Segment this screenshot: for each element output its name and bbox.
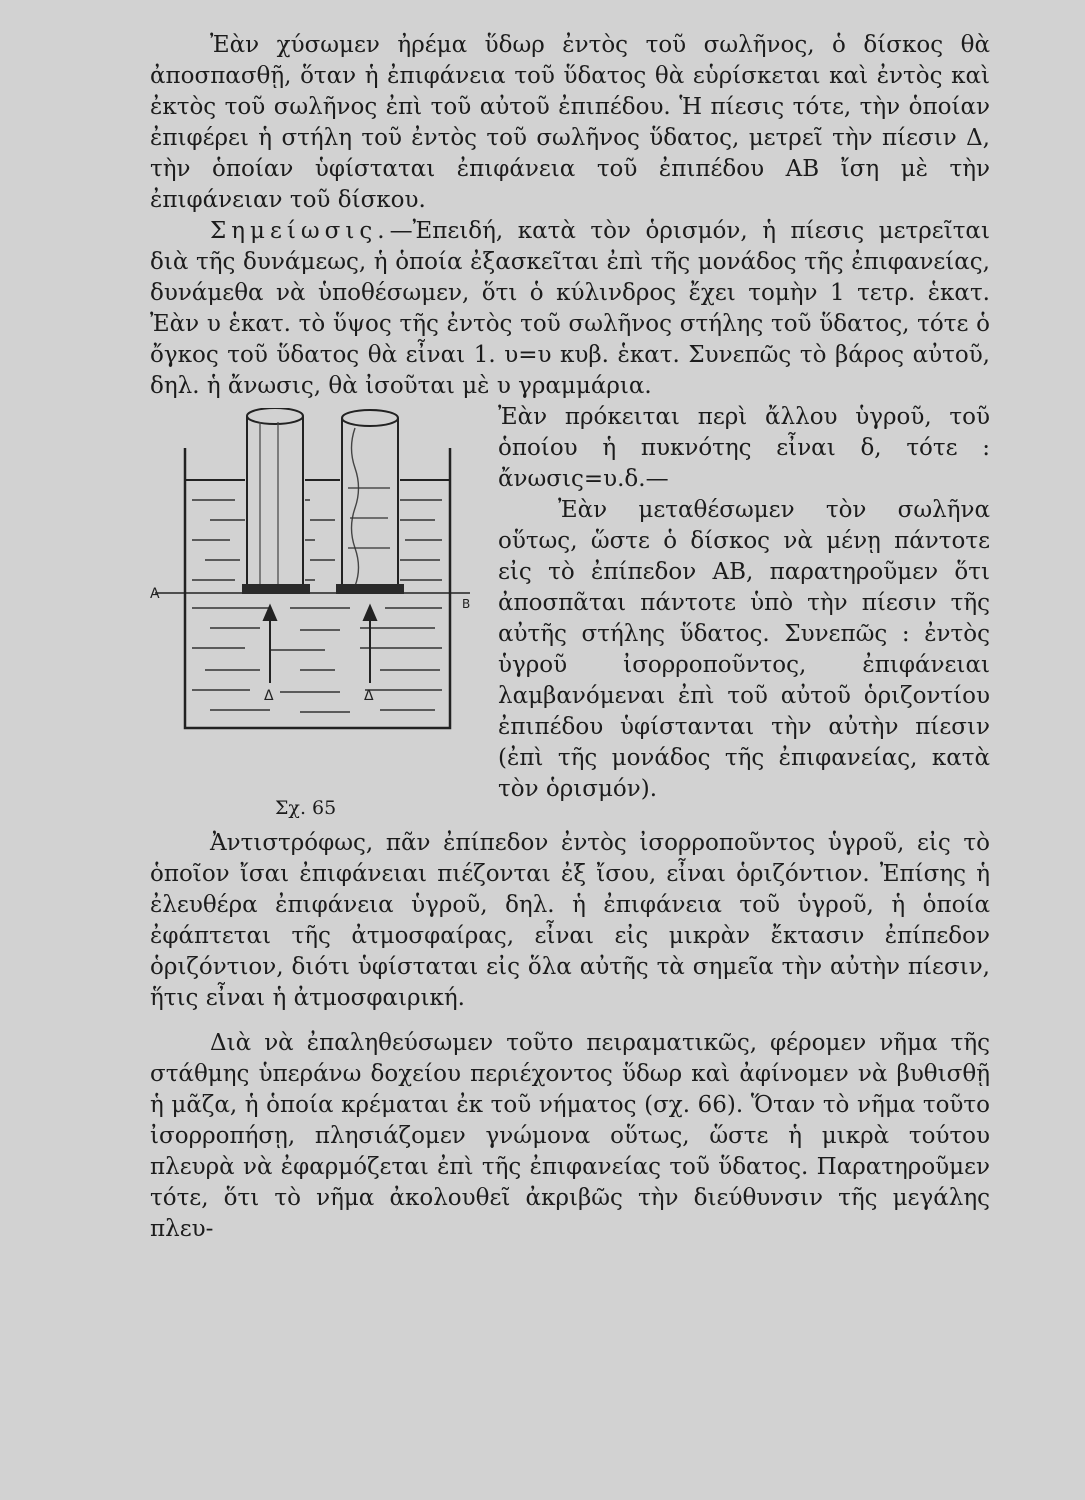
note-label: Σημείωσις.	[210, 218, 390, 244]
left-tube-top	[247, 408, 303, 424]
figure-drawing	[150, 408, 480, 828]
paragraph-5: Διὰ νὰ ἐπαληθεύσωμεν τοῦτο πειραματικῶς, φέρομεν νῆμα τῆς στάθμης ὑπεράνω δοχείου περιέχοντος ὕδωρ καὶ ἀφίνομεν νὰ βυθισθῇ ἡ μᾶζα, ἡ ὁποία κρέμαται ἐκ τοῦ νήματος (σχ. 66). Ὅταν τὸ νῆμα τοῦτο ἰσορροπήσῃ, πλησιάζομεν γνώμονα οὕτως, ὥστε ἡ μικρὰ τούτου πλευρὰ νὰ ἐφαρμόζεται ἐπὶ τῆς ἐπιφανείας τοῦ ὕδατος. Παρατηροῦμεν τότε, ὅτι τὸ νῆμα ἀκολουθεῖ ἀκριβῶς τὴν διεύθυνσιν τῆς μεγάλης πλευ-	[150, 1030, 990, 1242]
figure-65	[150, 408, 480, 828]
paragraph-4: Ἀντιστρόφως, πᾶν ἐπίπεδον ἐντὸς ἰσορροποῦντος ὑγροῦ, εἰς τὸ ὁποῖον ἴσαι ἐπιφάνειαι πιέζονται ἐξ ἴσου, εἶναι ὁριζόντιον. Ἐπίσης ἡ ἐλευθέρα ἐπιφάνεια ὑγροῦ, δηλ. ἡ ἐπιφάνεια τοῦ ὑγροῦ, ἡ ὁποία ἐφάπτεται τῆς ἀτμοσφαίρας, εἶναι εἰς μικρὰν ἔκτασιν ἐπίπεδον ὁριζόντιον, διότι ὑφίσταται εἰς ὅλα αὐτῆς τὰ σημεῖα τὴν αὐτὴν πίεσιν, ἥτις εἶναι ἡ ἀτμοσφαιρική.	[150, 830, 990, 1011]
label-b: B	[462, 597, 471, 611]
figure-caption: Σχ. 65	[275, 797, 337, 819]
right-tube-top	[342, 410, 398, 426]
left-disk	[242, 584, 310, 594]
label-delta-left: Δ	[264, 688, 274, 704]
paragraph-3: Ἐὰν μεταθέσωμεν τὸν σωλῆνα οὕτως, ὥστε ὁ δίσκος νὰ μένῃ πάντοτε εἰς τὸ ἐπίπεδον ΑΒ, παρατηροῦμεν ὅτι ἀποσπᾶται πάντοτε ὑπὸ τὴν πίεσιν τῆς αὐτῆς στήλης ὕδατος. Συνεπῶς : ἐντὸς ὑγροῦ ἰσορροποῦντος, ἐπιφάνειαι λαμβανόμεναι ἐπὶ τοῦ αὐτοῦ ὁριζοντίου ἐπιπέδου ὑφίστανται τὴν αὐτὴν πίεσιν (ἐπὶ τῆς μονάδος τῆς ἐπιφανείας, κατὰ τὸν ὁρισμόν).	[498, 497, 990, 802]
note-text: —Ἐπειδή, κατὰ τὸν ὁρισμόν, ἡ πίεσις μετρεῖται διὰ τῆς δυνάμεως, ἡ ὁποία ἐξασκεῖται ἐπὶ τῆς μονάδος τῆς ἐπιφανείας, δυνάμεθα νὰ ὑποθέσωμεν, ὅτι ὁ κύλινδρος ἔχει τομὴν 1 τετρ. ἑκατ. Ἐὰν υ ἑκατ. τὸ ὕψος τῆς ἐντὸς τοῦ σωλῆνος στήλης τοῦ ὕδατος, τότε ὁ ὄγκος τοῦ ὕδατος θὰ εἶναι 1. υ=υ κυβ. ἑκατ. Συνεπῶς τὸ βάρος αὐτοῦ, δηλ. ἡ ἄνωσις, θὰ ἰσοῦται μὲ υ γραμμάρια.	[150, 218, 990, 399]
text-block	[150, 30, 990, 1245]
paragraph-1: Ἐὰν χύσωμεν ἠρέμα ὕδωρ ἐντὸς τοῦ σωλῆνος, ὁ δίσκος θὰ ἀποσπασθῇ, ὅταν ἡ ἐπιφάνεια τοῦ ὕδατος θὰ εὑρίσκεται καὶ ἐντὸς καὶ ἐκτὸς τοῦ σωλῆνος ἐπὶ τοῦ αὐτοῦ ἐπιπέδου. Ἡ πίεσις τότε, τὴν ὁποίαν ἐπιφέρει ἡ στήλη τοῦ ἐντὸς τοῦ σωλῆνος ὕδατος, μετρεῖ τὴν πίεσιν Δ, τὴν ὁποίαν ὑφίσταται ἐπιφάνεια τοῦ ἐπιπέδου ΑΒ ἴση μὲ τὴν ἐπιφάνειαν τοῦ δίσκου.	[150, 32, 990, 213]
paragraph-2-continued: Ἐὰν πρόκειται περὶ ἄλλου ὑγροῦ, τοῦ ὁποίου ἡ πυκνότης εἶναι δ, τότε : ἄνωσις=υ.δ.—	[498, 404, 990, 492]
water-hatching	[192, 500, 442, 712]
label-a: A	[150, 586, 160, 602]
right-disk	[336, 584, 404, 594]
vessel-outline	[185, 448, 450, 728]
label-delta-right: Δ	[364, 688, 374, 704]
paragraph-2	[150, 216, 990, 402]
